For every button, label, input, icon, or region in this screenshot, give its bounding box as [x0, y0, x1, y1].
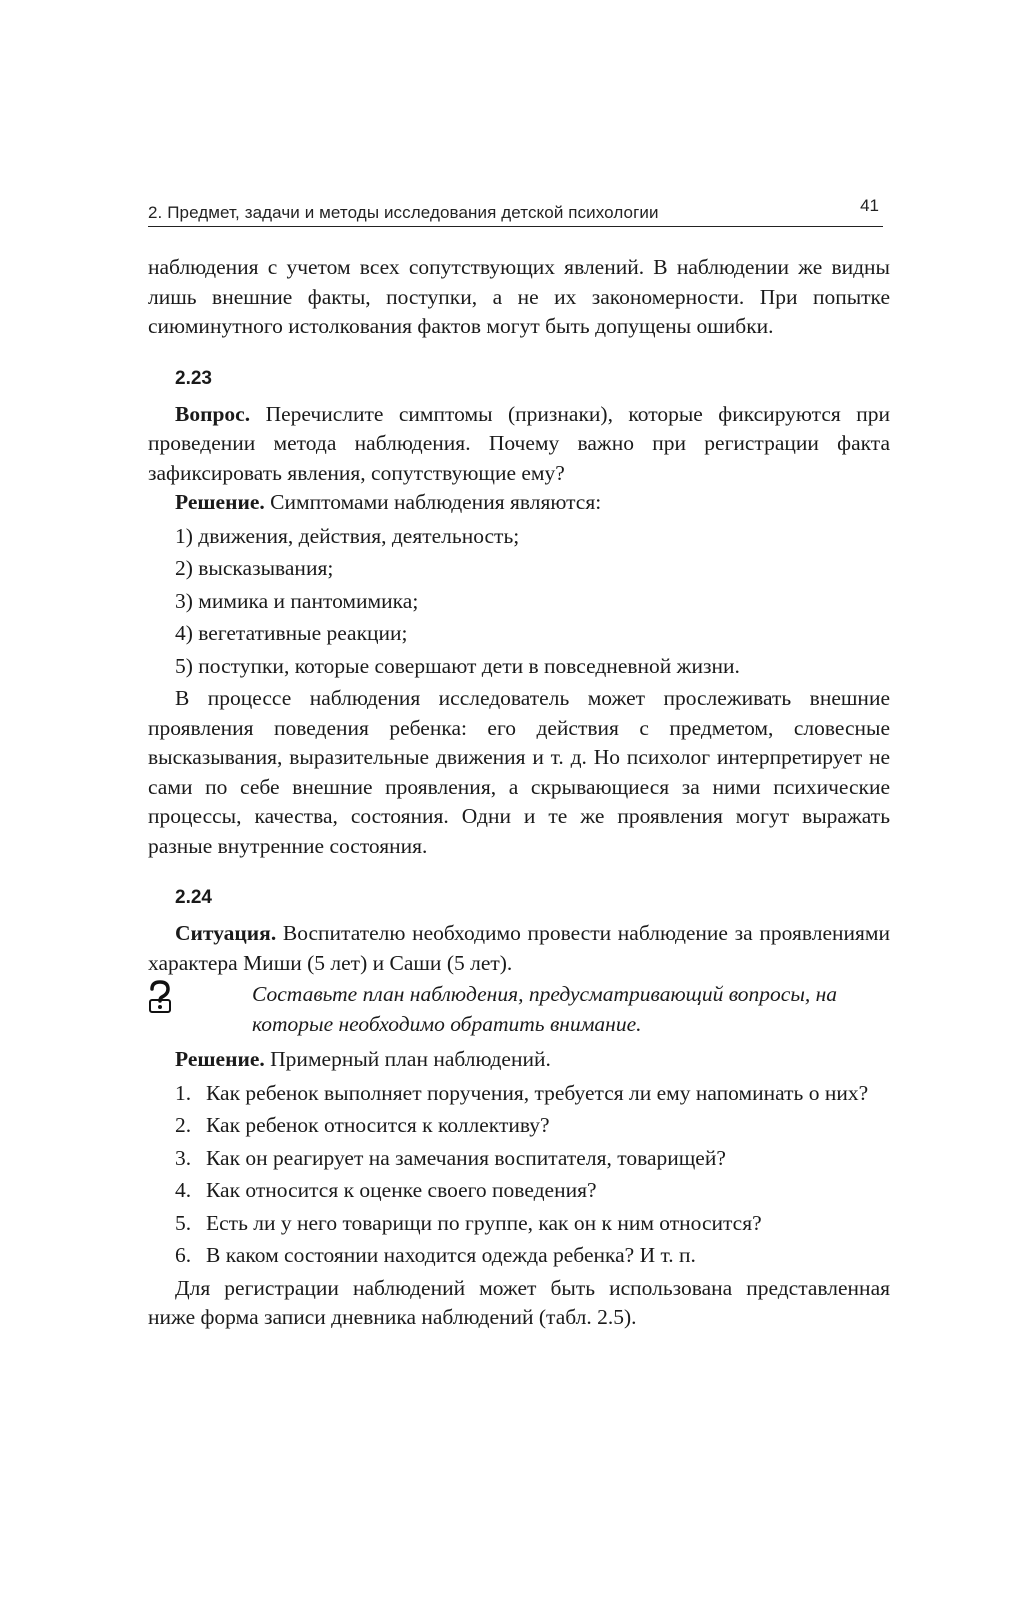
plan-item-number: 2. — [175, 1113, 192, 1137]
solution-paragraph-2 — [148, 1045, 890, 1075]
plan-item — [148, 1111, 890, 1141]
plan-item-text: Как ребенок относится к коллективу? — [206, 1113, 550, 1137]
plan-item — [148, 1144, 890, 1174]
list-item: 2) высказывания; — [175, 556, 334, 580]
closing-paragraph: Для регистрации наблюдений может быть использована представленная ниже форма записи дневника наблюдений (табл. 2.5). — [148, 1275, 890, 1329]
page-number: 41 — [860, 196, 879, 215]
plan-item-number: 4. — [175, 1178, 192, 1202]
task-text: Составьте план наблюдения, предусматривающий вопросы, на которые необходимо обратить внимание. — [252, 982, 838, 1036]
plan-item-text: Как он реагирует на замечания воспитателя, товарищей? — [206, 1145, 726, 1170]
section-number-2-23: 2.23 — [175, 367, 212, 389]
question-text: Перечислите симптомы (признаки), которые фиксируются при проведении метода наблюдения. Почему важно при регистрации факта зафиксировать явления, сопутствующие ему? — [148, 401, 890, 485]
plan-item-number: 6. — [175, 1243, 192, 1267]
conclusion-paragraph: В процессе наблюдения исследователь может прослеживать внешние проявления поведения ребенка: его действия с предметом, словесные высказывания, выразительные движения и т. д. Но психолог интерпретирует не сами по себе внешние проявления, а скрывающиеся за ними психические процессы, качества, состояния. Одни и те же проявления могут выражать разные внутренние состояния. — [148, 686, 890, 858]
intro-paragraph: наблюдения с учетом всех сопутствующих явлений. В наблюдении же видны лишь внешние факты, поступки, а не их закономерности. При попытке сиюминутного истолкования фактов могут быть допущены ошибки. — [148, 255, 890, 338]
plan-item-number: 5. — [175, 1210, 192, 1235]
list-item: 1) движения, действия, деятельность; — [175, 523, 520, 548]
list-item: 4) вегетативные реакции; — [175, 621, 408, 645]
situation-paragraph — [148, 919, 890, 978]
plan-item — [148, 1241, 890, 1271]
task-block — [148, 980, 890, 1039]
list-item: 5) поступки, которые совершают дети в повседневной жизни. — [175, 653, 740, 678]
plan-item — [148, 1176, 890, 1206]
symptoms-list — [148, 522, 890, 682]
question-mark-icon — [148, 980, 172, 1014]
solution-paragraph — [148, 488, 890, 518]
question-paragraph — [148, 400, 890, 489]
plan-item-number: 3. — [175, 1145, 192, 1170]
solution-text-2: Примерный план наблюдений. — [264, 1047, 551, 1071]
plan-list — [148, 1079, 890, 1271]
plan-item-text: Как ребенок выполняет поручения, требуется ли ему напоминать о них? — [206, 1080, 869, 1105]
plan-item-text: Есть ли у него товарищи по группе, как он к ним относится? — [206, 1210, 762, 1235]
situation-label: Ситуация. — [175, 921, 277, 945]
plan-item — [148, 1079, 890, 1109]
plan-item-text: Как относится к оценке своего поведения? — [206, 1178, 597, 1202]
page-body — [148, 253, 890, 1333]
list-item: 3) мимика и пантомимика; — [175, 588, 419, 613]
plan-item-number: 1. — [175, 1080, 192, 1105]
question-label: Вопрос. — [175, 401, 251, 426]
section-number-2-24: 2.24 — [175, 887, 212, 908]
situation-text: Воспитателю необходимо провести наблюдение за проявлениями характера Миши (5 лет) и Саши (5 лет). — [148, 921, 890, 975]
plan-item — [148, 1209, 890, 1239]
running-header — [148, 196, 883, 227]
running-header-title: 2. Предмет, задачи и методы исследования детской психологии — [148, 203, 659, 222]
solution-label-2: Решение. — [175, 1047, 265, 1071]
plan-item-text: В каком состоянии находится одежда ребенка? И т. п. — [206, 1243, 696, 1267]
solution-label: Решение. — [175, 490, 265, 514]
solution-text: Симптомами наблюдения являются: — [264, 490, 602, 514]
